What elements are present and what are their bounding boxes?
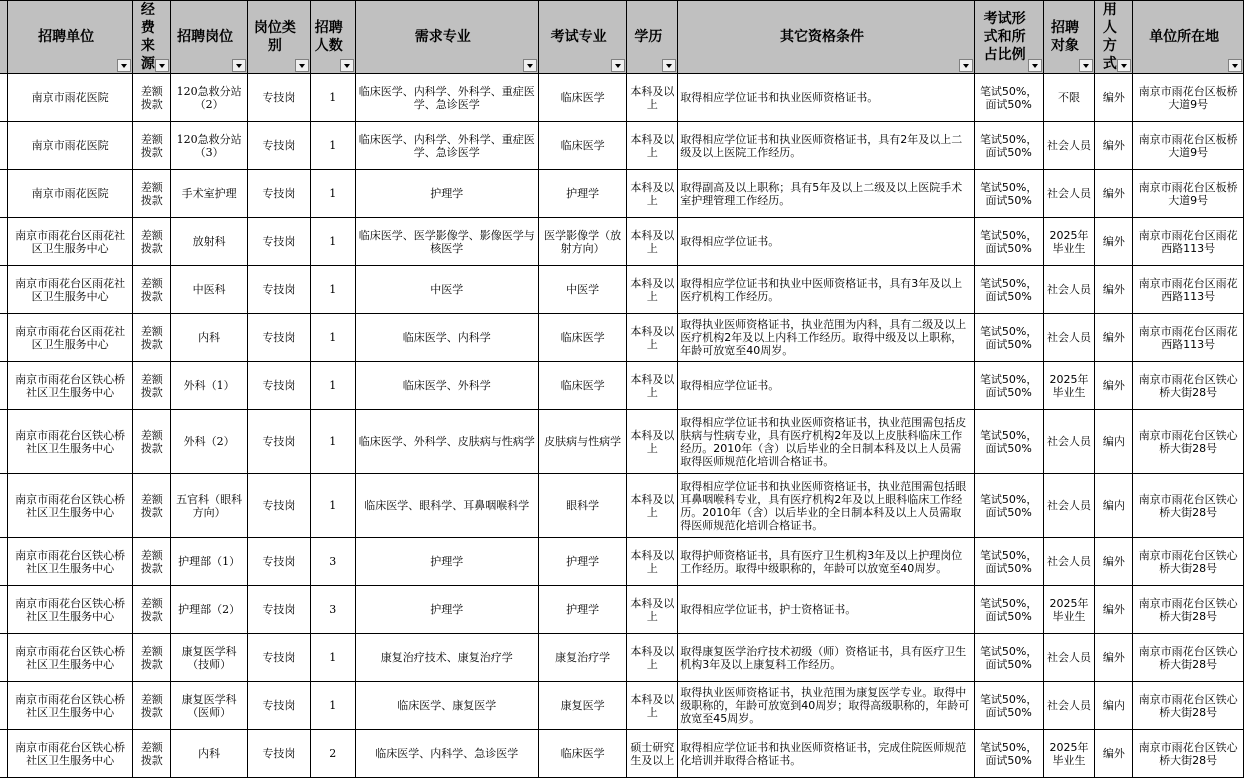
row-header[interactable] <box>0 314 7 362</box>
cell-staff[interactable]: 编外 <box>1095 266 1133 314</box>
cell-other[interactable]: 取得执业医师资格证书，执业范围为内科，具有二级及以上医疗机构2年及以上内科工作经历。取得中级及以上职称，年龄可放宽至40周岁。 <box>678 314 974 362</box>
header-target: 招聘对象 <box>1043 1 1095 74</box>
cell-type[interactable]: 专技岗 <box>248 266 311 314</box>
cell-unit[interactable]: 南京市雨花台区铁心桥社区卫生服务中心 <box>7 474 132 538</box>
cell-unit[interactable]: 南京市雨花台区铁心桥社区卫生服务中心 <box>7 538 132 586</box>
filter-dropdown-icon[interactable] <box>523 59 537 72</box>
cell-count[interactable]: 3 <box>310 586 355 634</box>
cell-position[interactable]: 120急救分站（3） <box>171 122 248 170</box>
cell-staff[interactable]: 编外 <box>1095 170 1133 218</box>
cell-exam-major[interactable]: 临床医学 <box>538 362 627 410</box>
cell-edu[interactable]: 本科及以上 <box>627 682 678 730</box>
cell-unit[interactable]: 南京市雨花台区铁心桥社区卫生服务中心 <box>7 634 132 682</box>
cell-funding[interactable]: 差额拨款 <box>133 362 171 410</box>
cell-target[interactable]: 社会人员 <box>1043 314 1095 362</box>
cell-count[interactable]: 1 <box>310 266 355 314</box>
header-unit: 招聘单位 <box>7 1 132 74</box>
cell-exam-form[interactable]: 笔试50%，面试50% <box>974 682 1043 730</box>
cell-location[interactable]: 南京市雨花台区铁心桥大街28号 <box>1133 730 1244 778</box>
cell-staff[interactable]: 编外 <box>1095 586 1133 634</box>
table-row <box>0 218 1244 266</box>
header-funding: 经费来源 <box>133 1 171 74</box>
cell-exam-major[interactable]: 临床医学 <box>538 730 627 778</box>
cell-staff[interactable]: 编外 <box>1095 122 1133 170</box>
cell-funding[interactable]: 差额拨款 <box>133 474 171 538</box>
header-staff: 用人方式 <box>1095 1 1133 74</box>
cell-exam-form[interactable]: 笔试50%，面试50% <box>974 362 1043 410</box>
cell-type[interactable]: 专技岗 <box>248 634 311 682</box>
cell-exam-major[interactable]: 皮肤病与性病学 <box>538 410 627 474</box>
cell-exam-major[interactable]: 临床医学 <box>538 314 627 362</box>
table-row <box>0 362 1244 410</box>
cell-location[interactable]: 南京市雨花台区铁心桥大街28号 <box>1133 634 1244 682</box>
cell-location[interactable]: 南京市雨花台区铁心桥大街28号 <box>1133 586 1244 634</box>
cell-unit[interactable]: 南京市雨花台区铁心桥社区卫生服务中心 <box>7 682 132 730</box>
cell-edu[interactable]: 本科及以上 <box>627 170 678 218</box>
cell-location[interactable]: 南京市雨花台区铁心桥大街28号 <box>1133 538 1244 586</box>
cell-location[interactable]: 南京市雨花台区铁心桥大街28号 <box>1133 474 1244 538</box>
cell-location[interactable]: 南京市雨花台区板桥大道9号 <box>1133 170 1244 218</box>
cell-staff[interactable]: 编外 <box>1095 218 1133 266</box>
cell-position[interactable]: 手术室护理 <box>171 170 248 218</box>
cell-funding[interactable]: 差额拨款 <box>133 218 171 266</box>
cell-target[interactable]: 社会人员 <box>1043 634 1095 682</box>
header-major: 需求专业 <box>355 1 538 74</box>
cell-exam-form[interactable]: 笔试50%，面试50% <box>974 266 1043 314</box>
table-row <box>0 730 1244 778</box>
cell-exam-major[interactable]: 医学影像学（放射方向） <box>538 218 627 266</box>
cell-exam-form[interactable]: 笔试50%，面试50% <box>974 218 1043 266</box>
cell-major[interactable]: 临床医学、外科学 <box>355 362 538 410</box>
row-header-corner <box>0 1 7 74</box>
cell-position[interactable]: 康复医学科（技师） <box>171 634 248 682</box>
cell-exam-major[interactable]: 临床医学 <box>538 122 627 170</box>
cell-location[interactable]: 南京市雨花台区铁心桥大街28号 <box>1133 362 1244 410</box>
cell-count[interactable]: 1 <box>310 314 355 362</box>
cell-edu[interactable]: 本科及以上 <box>627 122 678 170</box>
header-location: 单位所在地 <box>1133 1 1244 74</box>
cell-count[interactable]: 1 <box>310 474 355 538</box>
cell-exam-form[interactable]: 笔试50%，面试50% <box>974 474 1043 538</box>
cell-major[interactable]: 护理学 <box>355 538 538 586</box>
cell-staff[interactable]: 编外 <box>1095 74 1133 122</box>
filter-dropdown-icon[interactable] <box>959 59 973 72</box>
cell-position[interactable]: 外科（1） <box>171 362 248 410</box>
cell-staff[interactable]: 编外 <box>1095 730 1133 778</box>
table-row <box>0 634 1244 682</box>
cell-funding[interactable]: 差额拨款 <box>133 410 171 474</box>
cell-target[interactable]: 社会人员 <box>1043 410 1095 474</box>
cell-location[interactable]: 南京市雨花台区板桥大道9号 <box>1133 122 1244 170</box>
cell-other[interactable]: 取得护师资格证书，具有医疗卫生机构3年及以上护理岗位工作经历。取得中级职称的，年龄可以放宽至40周岁。 <box>678 538 974 586</box>
table-row <box>0 538 1244 586</box>
filter-dropdown-icon[interactable] <box>117 59 131 72</box>
header-row <box>0 1 1244 74</box>
filter-dropdown-icon[interactable] <box>1028 59 1042 72</box>
cell-location[interactable]: 南京市雨花台区雨花西路113号 <box>1133 314 1244 362</box>
cell-count[interactable]: 1 <box>310 122 355 170</box>
row-header[interactable] <box>0 634 7 682</box>
cell-unit[interactable]: 南京市雨花医院 <box>7 74 132 122</box>
cell-count[interactable]: 1 <box>310 682 355 730</box>
cell-exam-major[interactable]: 眼科学 <box>538 474 627 538</box>
cell-funding[interactable]: 差额拨款 <box>133 74 171 122</box>
cell-position[interactable]: 放射科 <box>171 218 248 266</box>
cell-staff[interactable]: 编外 <box>1095 538 1133 586</box>
cell-exam-major[interactable]: 康复医学 <box>538 682 627 730</box>
cell-major[interactable]: 护理学 <box>355 586 538 634</box>
table-row <box>0 74 1244 122</box>
cell-location[interactable]: 南京市雨花台区雨花西路113号 <box>1133 266 1244 314</box>
table-row <box>0 266 1244 314</box>
cell-target[interactable]: 2025年毕业生 <box>1043 362 1095 410</box>
cell-exam-form[interactable]: 笔试50%，面试50% <box>974 314 1043 362</box>
cell-other[interactable]: 取得副高及以上职称；具有5年及以上二级及以上医院手术室护理管理工作经历。 <box>678 170 974 218</box>
cell-major[interactable]: 临床医学、内科学 <box>355 314 538 362</box>
cell-edu[interactable]: 本科及以上 <box>627 538 678 586</box>
cell-exam-form[interactable]: 笔试50%，面试50% <box>974 410 1043 474</box>
cell-edu[interactable]: 本科及以上 <box>627 474 678 538</box>
cell-major[interactable]: 中医学 <box>355 266 538 314</box>
cell-position[interactable]: 中医科 <box>171 266 248 314</box>
cell-exam-major[interactable]: 临床医学 <box>538 74 627 122</box>
cell-type[interactable]: 专技岗 <box>248 218 311 266</box>
row-header[interactable] <box>0 122 7 170</box>
cell-type[interactable]: 专技岗 <box>248 314 311 362</box>
header-position: 招聘岗位 <box>171 1 248 74</box>
row-header[interactable] <box>0 538 7 586</box>
cell-position[interactable]: 护理部（2） <box>171 586 248 634</box>
cell-major[interactable]: 临床医学、内科学、外科学、重症医学、急诊医学 <box>355 74 538 122</box>
cell-funding[interactable]: 差额拨款 <box>133 170 171 218</box>
cell-other[interactable]: 取得相应学位证书，护士资格证书。 <box>678 586 974 634</box>
cell-count[interactable]: 3 <box>310 538 355 586</box>
cell-unit[interactable]: 南京市雨花医院 <box>7 122 132 170</box>
cell-type[interactable]: 专技岗 <box>248 170 311 218</box>
cell-staff[interactable]: 编外 <box>1095 314 1133 362</box>
cell-target[interactable]: 2025年毕业生 <box>1043 218 1095 266</box>
cell-count[interactable]: 1 <box>310 74 355 122</box>
header-other: 其它资格条件 <box>678 1 974 74</box>
row-header[interactable] <box>0 74 7 122</box>
cell-type[interactable]: 专技岗 <box>248 74 311 122</box>
cell-type[interactable]: 专技岗 <box>248 586 311 634</box>
cell-exam-form[interactable]: 笔试50%，面试50% <box>974 586 1043 634</box>
cell-type[interactable]: 专技岗 <box>248 410 311 474</box>
filter-dropdown-icon[interactable] <box>1079 59 1093 72</box>
cell-other[interactable]: 取得相应学位证书。 <box>678 218 974 266</box>
cell-position[interactable]: 五官科（眼科方向） <box>171 474 248 538</box>
cell-funding[interactable]: 差额拨款 <box>133 586 171 634</box>
cell-count[interactable]: 1 <box>310 410 355 474</box>
filter-dropdown-icon[interactable] <box>611 59 625 72</box>
cell-funding[interactable]: 差额拨款 <box>133 634 171 682</box>
cell-edu[interactable]: 本科及以上 <box>627 586 678 634</box>
cell-position[interactable]: 外科（2） <box>171 410 248 474</box>
cell-edu[interactable]: 本科及以上 <box>627 218 678 266</box>
cell-exam-form[interactable]: 笔试50%，面试50% <box>974 74 1043 122</box>
cell-type[interactable]: 专技岗 <box>248 730 311 778</box>
table-row <box>0 122 1244 170</box>
cell-exam-major[interactable]: 中医学 <box>538 266 627 314</box>
cell-staff[interactable]: 编内 <box>1095 410 1133 474</box>
cell-other[interactable]: 取得相应学位证书。 <box>678 362 974 410</box>
cell-target[interactable]: 社会人员 <box>1043 682 1095 730</box>
cell-target[interactable]: 2025年毕业生 <box>1043 730 1095 778</box>
cell-position[interactable]: 护理部（1） <box>171 538 248 586</box>
cell-staff[interactable]: 编内 <box>1095 682 1133 730</box>
filter-dropdown-icon[interactable] <box>1117 59 1131 72</box>
filter-dropdown-icon[interactable] <box>295 59 309 72</box>
cell-exam-major[interactable]: 护理学 <box>538 538 627 586</box>
cell-type[interactable]: 专技岗 <box>248 362 311 410</box>
cell-other[interactable]: 取得相应学位证书和执业医师资格证书，执业范围需包括眼耳鼻咽喉科专业，具有医疗机构2年及以上眼科临床工作经历。2010年（含）以后毕业的全日制本科及以上人员需取得医师规范化培训合格证书。 <box>678 474 974 538</box>
cell-other[interactable]: 取得康复医学治疗技术初级（师）资格证书，具有医疗卫生机构3年及以上康复科工作经历。 <box>678 634 974 682</box>
cell-unit[interactable]: 南京市雨花台区雨花社区卫生服务中心 <box>7 218 132 266</box>
cell-funding[interactable]: 差额拨款 <box>133 314 171 362</box>
cell-edu[interactable]: 本科及以上 <box>627 362 678 410</box>
row-header[interactable] <box>0 586 7 634</box>
cell-major[interactable]: 康复治疗技术、康复治疗学 <box>355 634 538 682</box>
cell-count[interactable]: 1 <box>310 170 355 218</box>
cell-major[interactable]: 临床医学、内科学、急诊医学 <box>355 730 538 778</box>
cell-position[interactable]: 内科 <box>171 314 248 362</box>
cell-other[interactable]: 取得相应学位证书和执业医师资格证书，执业范围需包括皮肤病与性病专业，具有医疗机构2年及以上皮肤科临床工作经历。2010年（含）以后毕业的全日制本科及以上人员需取得医师规范化培训合格证书。 <box>678 410 974 474</box>
cell-count[interactable]: 1 <box>310 634 355 682</box>
cell-major[interactable]: 临床医学、外科学、皮肤病与性病学 <box>355 410 538 474</box>
table-row <box>0 410 1244 474</box>
cell-type[interactable]: 专技岗 <box>248 538 311 586</box>
cell-exam-form[interactable]: 笔试50%，面试50% <box>974 170 1043 218</box>
cell-staff[interactable]: 编外 <box>1095 362 1133 410</box>
cell-edu[interactable]: 本科及以上 <box>627 410 678 474</box>
header-edu: 学历 <box>627 1 678 74</box>
table-row <box>0 586 1244 634</box>
table-row <box>0 314 1244 362</box>
cell-other[interactable]: 取得执业医师资格证书，执业范围为康复医学专业。取得中级职称的，年龄可放宽到40周岁；取得高级职称的，年龄可放宽至45周岁。 <box>678 682 974 730</box>
header-exam-form: 考试形式和所占比例 <box>974 1 1043 74</box>
cell-location[interactable]: 南京市雨花台区板桥大道9号 <box>1133 74 1244 122</box>
header-type: 岗位类别 <box>248 1 311 74</box>
cell-count[interactable]: 1 <box>310 362 355 410</box>
cell-edu[interactable]: 本科及以上 <box>627 266 678 314</box>
filter-dropdown-icon[interactable] <box>232 59 246 72</box>
cell-exam-major[interactable]: 护理学 <box>538 586 627 634</box>
cell-exam-major[interactable]: 康复治疗学 <box>538 634 627 682</box>
cell-target[interactable]: 社会人员 <box>1043 122 1095 170</box>
cell-location[interactable]: 南京市雨花台区雨花西路113号 <box>1133 218 1244 266</box>
row-header[interactable] <box>0 170 7 218</box>
cell-staff[interactable]: 编外 <box>1095 634 1133 682</box>
row-header[interactable] <box>0 682 7 730</box>
cell-major[interactable]: 临床医学、康复医学 <box>355 682 538 730</box>
cell-edu[interactable]: 本科及以上 <box>627 314 678 362</box>
cell-unit[interactable]: 南京市雨花台区铁心桥社区卫生服务中心 <box>7 410 132 474</box>
cell-position[interactable]: 120急救分站（2） <box>171 74 248 122</box>
cell-edu[interactable]: 本科及以上 <box>627 634 678 682</box>
cell-major[interactable]: 临床医学、医学影像学、影像医学与核医学 <box>355 218 538 266</box>
cell-count[interactable]: 2 <box>310 730 355 778</box>
cell-funding[interactable]: 差额拨款 <box>133 682 171 730</box>
cell-other[interactable]: 取得相应学位证书和执业医师资格证书，具有2年及以上二级及以上医院工作经历。 <box>678 122 974 170</box>
table-body <box>0 74 1244 778</box>
table-row <box>0 474 1244 538</box>
cell-unit[interactable]: 南京市雨花台区雨花社区卫生服务中心 <box>7 266 132 314</box>
cell-unit[interactable]: 南京市雨花台区铁心桥社区卫生服务中心 <box>7 362 132 410</box>
row-header[interactable] <box>0 730 7 778</box>
filter-dropdown-icon[interactable] <box>155 59 169 72</box>
filter-dropdown-icon[interactable] <box>662 59 676 72</box>
row-header[interactable] <box>0 474 7 538</box>
cell-exam-form[interactable]: 笔试50%，面试50% <box>974 730 1043 778</box>
cell-staff[interactable]: 编内 <box>1095 474 1133 538</box>
cell-funding[interactable]: 差额拨款 <box>133 538 171 586</box>
cell-position[interactable]: 内科 <box>171 730 248 778</box>
cell-location[interactable]: 南京市雨花台区铁心桥大街28号 <box>1133 410 1244 474</box>
cell-unit[interactable]: 南京市雨花台区铁心桥社区卫生服务中心 <box>7 730 132 778</box>
cell-target[interactable]: 社会人员 <box>1043 266 1095 314</box>
cell-target[interactable]: 2025年毕业生 <box>1043 586 1095 634</box>
cell-type[interactable]: 专技岗 <box>248 122 311 170</box>
table-row <box>0 170 1244 218</box>
cell-exam-form[interactable]: 笔试50%，面试50% <box>974 634 1043 682</box>
cell-major[interactable]: 临床医学、内科学、外科学、重症医学、急诊医学 <box>355 122 538 170</box>
cell-target[interactable]: 不限 <box>1043 74 1095 122</box>
cell-other[interactable]: 取得相应学位证书和执业中医师资格证书，具有3年及以上医疗机构工作经历。 <box>678 266 974 314</box>
cell-position[interactable]: 康复医学科（医师） <box>171 682 248 730</box>
cell-type[interactable]: 专技岗 <box>248 682 311 730</box>
cell-unit[interactable]: 南京市雨花台区雨花社区卫生服务中心 <box>7 314 132 362</box>
filter-dropdown-icon[interactable] <box>1228 59 1242 72</box>
cell-funding[interactable]: 差额拨款 <box>133 730 171 778</box>
cell-exam-form[interactable]: 笔试50%，面试50% <box>974 538 1043 586</box>
cell-exam-form[interactable]: 笔试50%，面试50% <box>974 122 1043 170</box>
cell-other[interactable]: 取得相应学位证书和执业医师资格证书，完成住院医师规范化培训并取得合格证书。 <box>678 730 974 778</box>
cell-unit[interactable]: 南京市雨花台区铁心桥社区卫生服务中心 <box>7 586 132 634</box>
row-header[interactable] <box>0 218 7 266</box>
cell-count[interactable]: 1 <box>310 218 355 266</box>
cell-funding[interactable]: 差额拨款 <box>133 122 171 170</box>
cell-edu[interactable]: 硕士研究生及以上 <box>627 730 678 778</box>
header-exam-major: 考试专业 <box>538 1 627 74</box>
header-count: 招聘人数 <box>310 1 355 74</box>
cell-funding[interactable]: 差额拨款 <box>133 266 171 314</box>
cell-other[interactable]: 取得相应学位证书和执业医师资格证书。 <box>678 74 974 122</box>
filter-dropdown-icon[interactable] <box>340 59 354 72</box>
cell-major[interactable]: 临床医学、眼科学、耳鼻咽喉科学 <box>355 474 538 538</box>
row-header[interactable] <box>0 410 7 474</box>
cell-major[interactable]: 护理学 <box>355 170 538 218</box>
row-header[interactable] <box>0 362 7 410</box>
cell-target[interactable]: 社会人员 <box>1043 170 1095 218</box>
table-row <box>0 682 1244 730</box>
cell-target[interactable]: 社会人员 <box>1043 538 1095 586</box>
cell-target[interactable]: 社会人员 <box>1043 474 1095 538</box>
cell-type[interactable]: 专技岗 <box>248 474 311 538</box>
row-header[interactable] <box>0 266 7 314</box>
cell-location[interactable]: 南京市雨花台区铁心桥大街28号 <box>1133 682 1244 730</box>
cell-edu[interactable]: 本科及以上 <box>627 74 678 122</box>
cell-unit[interactable]: 南京市雨花医院 <box>7 170 132 218</box>
cell-exam-major[interactable]: 护理学 <box>538 170 627 218</box>
